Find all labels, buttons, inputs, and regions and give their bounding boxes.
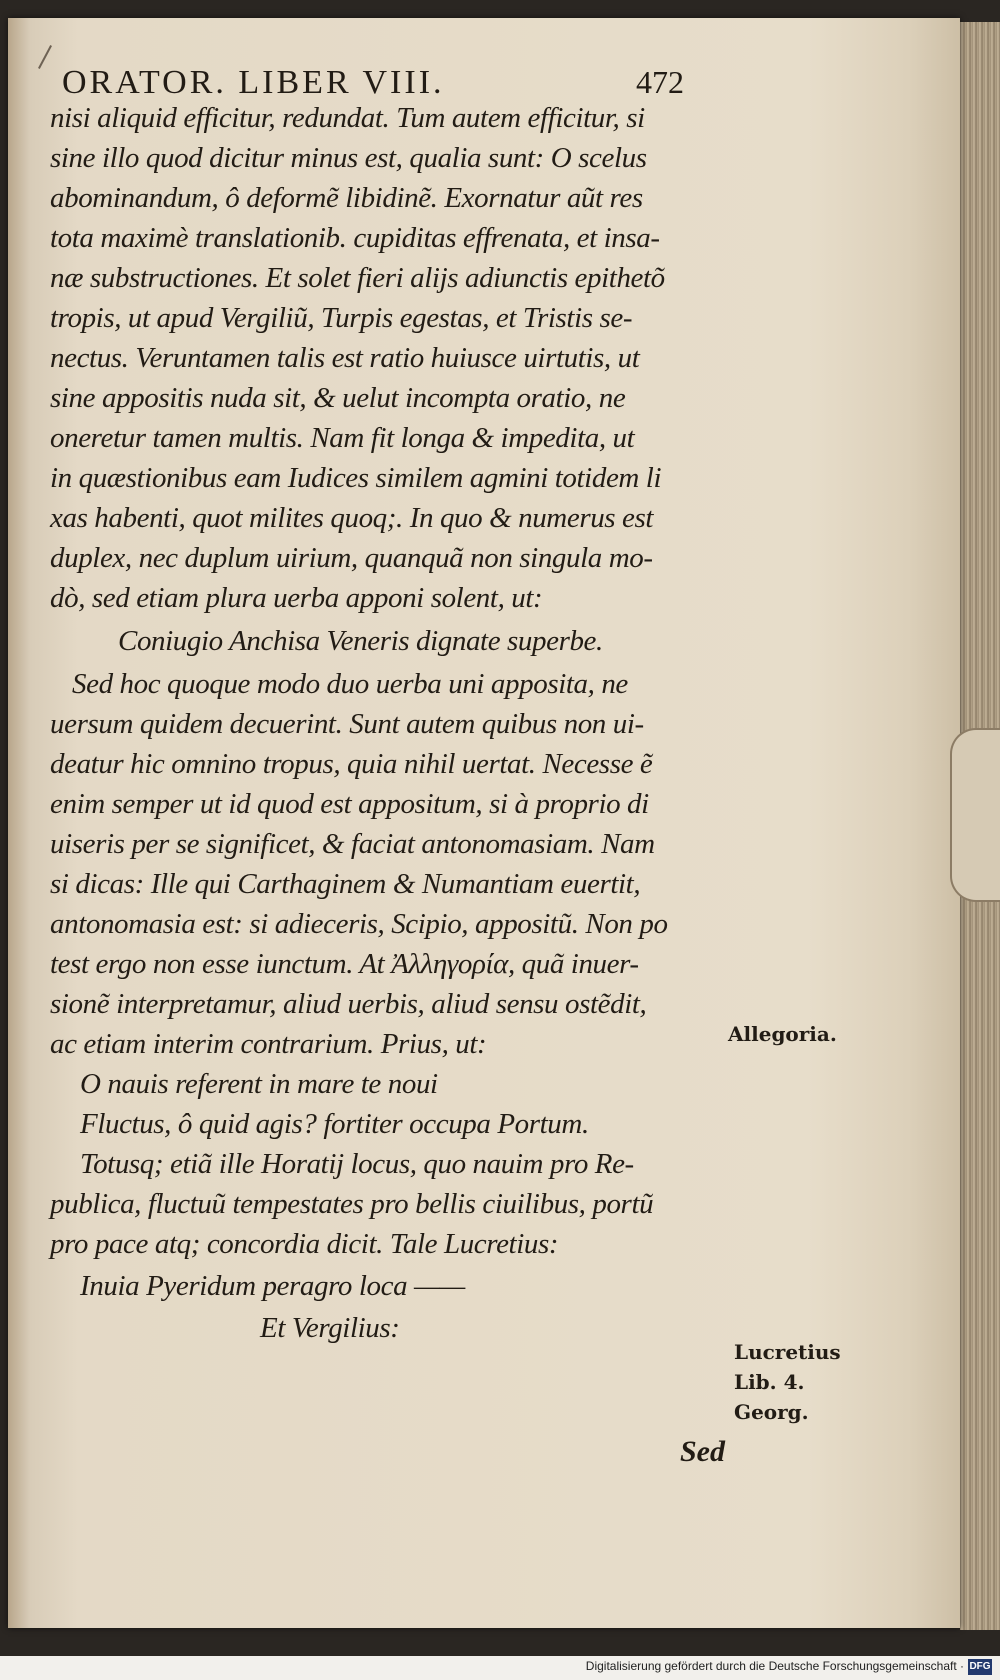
text-line: uiseris per se significet, & faciat antonomasiam. Nam bbox=[50, 828, 655, 860]
margin-note-lucretius: Lucretius bbox=[734, 1340, 841, 1364]
text-line: nectus. Veruntamen talis est ratio huiusce uirtutis, ut bbox=[50, 342, 640, 374]
margin-note-lib: Lib. 4. bbox=[734, 1370, 805, 1394]
footer-credit: Digitalisierung gefördert durch die Deutsche Forschungsgemeinschaft · bbox=[585, 1659, 964, 1673]
page-clasp bbox=[950, 728, 1000, 902]
text-line: sine appositis nuda sit, & uelut incompta oratio, ne bbox=[50, 382, 626, 414]
catchword: Sed bbox=[680, 1435, 725, 1468]
verse-quote: O nauis referent in mare te noui bbox=[80, 1068, 438, 1100]
verse-quote: Coniugio Anchisa Veneris dignate superbe. bbox=[118, 625, 603, 657]
text-line: Et Vergilius: bbox=[260, 1312, 400, 1344]
text-line: si dicas: Ille qui Carthaginem & Numantiam euertit, bbox=[50, 868, 641, 900]
text-line: duplex, nec duplum uirium, quanquã non singula mo- bbox=[50, 542, 653, 574]
text-line: publica, fluctuũ tempestates pro bellis ciuilibus, portũ bbox=[50, 1188, 654, 1220]
verse-quote: Inuia Pyeridum peragro loca —— bbox=[80, 1270, 465, 1302]
text-line: ac etiam interim contrarium. Prius, ut: bbox=[50, 1028, 487, 1060]
running-head: ORATOR. LIBER VIII. bbox=[62, 64, 445, 101]
text-line: tropis, ut apud Vergiliũ, Turpis egestas, et Tristis se- bbox=[50, 302, 633, 334]
text-line: dò, sed etiam plura uerba apponi solent, ut: bbox=[50, 582, 543, 614]
text-line: antonomasia est: si adieceris, Scipio, appositũ. Non po bbox=[50, 908, 668, 940]
text-line: uersum quidem decuerint. Sunt autem quibus non ui- bbox=[50, 708, 644, 740]
footer-bar bbox=[0, 1656, 1000, 1680]
text-line: test ergo non esse iunctum. At Ἀλληγορία, quã inuer- bbox=[50, 948, 639, 980]
text-line: enim semper ut id quod est appositum, si à proprio di bbox=[50, 788, 649, 820]
text-line: sionẽ interpretamur, aliud uerbis, aliud sensu ostẽdit, bbox=[50, 988, 647, 1020]
text-line: Totusq; etiã ille Horatij locus, quo nauim pro Re- bbox=[80, 1148, 634, 1180]
text-line: Sed hoc quoque modo duo uerba uni apposita, ne bbox=[72, 668, 628, 700]
text-line: pro pace atq; concordia dicit. Tale Lucretius: bbox=[50, 1228, 559, 1260]
verse-quote: Fluctus, ô quid agis? fortiter occupa Portum. bbox=[80, 1108, 589, 1140]
text-line: in quæstionibus eam Iudices similem agmini totidem li bbox=[50, 462, 662, 494]
text-line: oneretur tamen multis. Nam fit longa & impedita, ut bbox=[50, 422, 635, 454]
margin-note-allegoria: Allegoria. bbox=[728, 1022, 837, 1046]
text-line: xas habenti, quot milites quoq;. In quo & numerus est bbox=[50, 502, 654, 534]
text-line: abominandum, ô deformẽ libidinẽ. Exornatur aũt res bbox=[50, 182, 643, 214]
text-line: nisi aliquid efficitur, redundat. Tum autem efficitur, si bbox=[50, 102, 645, 134]
text-line: deatur hic omnino tropus, quia nihil uertat. Necesse ẽ bbox=[50, 748, 653, 780]
text-line: sine illo quod dicitur minus est, qualia sunt: O scelus bbox=[50, 142, 647, 174]
margin-note-georg: Georg. bbox=[734, 1400, 809, 1424]
dfg-logo: DFG bbox=[968, 1659, 992, 1675]
text-line: tota maximè translationib. cupiditas effrenata, et insa- bbox=[50, 222, 660, 254]
page-number: 472 bbox=[636, 64, 684, 100]
text-line: næ substructiones. Et solet fieri alijs adiunctis epithetõ bbox=[50, 262, 665, 294]
